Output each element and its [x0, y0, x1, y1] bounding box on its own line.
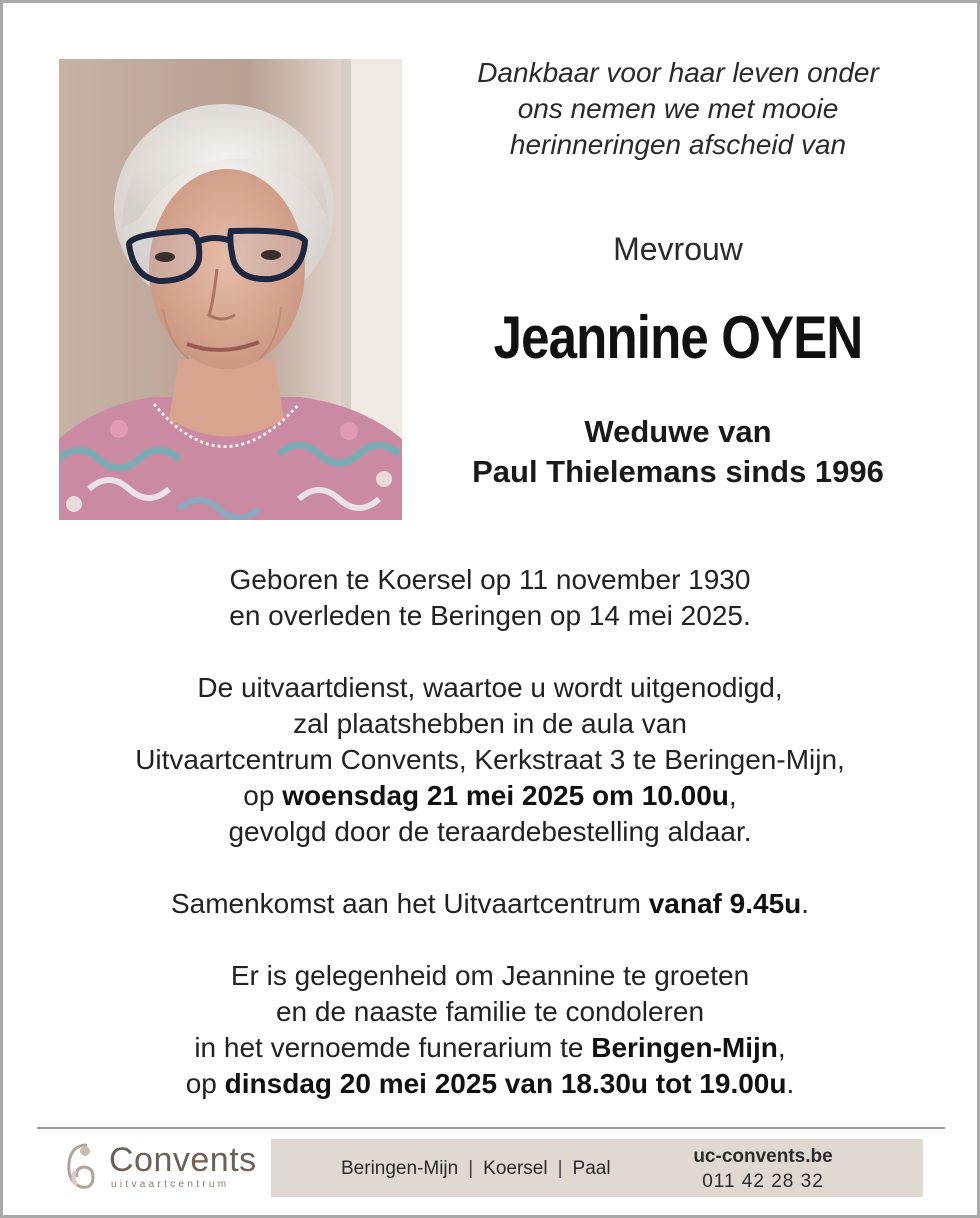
- intro-line: herinneringen afscheid van: [509, 129, 847, 160]
- service-paragraph: [3, 670, 977, 850]
- logo-name: Convents: [109, 1141, 257, 1179]
- location-separator: |: [468, 1158, 474, 1179]
- location-separator: |: [557, 1158, 563, 1179]
- location-item: Beringen-Mijn: [341, 1158, 459, 1179]
- gathering-line: [171, 888, 809, 919]
- phone-number[interactable]: 011 42 28 32: [702, 1171, 824, 1192]
- birth-line: Geboren te Koersel op 11 november 1930: [229, 564, 751, 595]
- announcement-body: [3, 562, 977, 1138]
- visitation-location-line: [194, 1032, 785, 1063]
- visitation-date-suffix: .: [786, 1068, 795, 1099]
- gathering-paragraph: [3, 886, 977, 922]
- death-line: en overleden te Beringen op 14 mei 2025.: [229, 600, 751, 631]
- gathering-prefix: Samenkomst aan het Uitvaartcentrum: [170, 888, 649, 919]
- portrait-photo: [59, 59, 402, 520]
- gathering-suffix: .: [801, 888, 810, 919]
- intro-text: [423, 55, 933, 163]
- logo-subtitle: uitvaartcentrum: [111, 1179, 230, 1190]
- footer-band: [271, 1139, 923, 1197]
- service-line: Uitvaartcentrum Convents, Kerkstraat 3 te Beringen-Mijn,: [135, 744, 845, 775]
- service-line: De uitvaartdienst, waartoe u wordt uitgenodigd,: [197, 672, 783, 703]
- service-line: gevolgd door de teraardebestelling aldaar.: [228, 816, 752, 847]
- birth-death-paragraph: [3, 562, 977, 634]
- website-link[interactable]: uc-convents.be: [693, 1146, 833, 1167]
- visitation-date-prefix: op: [185, 1068, 225, 1099]
- visitation-date-line: [186, 1068, 795, 1099]
- visitation-line: Er is gelegenheid om Jeannine te groeten: [230, 960, 750, 991]
- visitation-date: dinsdag 20 mei 2025 van 18.30u tot 19.00u: [224, 1068, 787, 1099]
- footer-divider: [37, 1127, 945, 1129]
- visitation-location: Beringen-Mijn: [591, 1032, 778, 1063]
- widow-line: Weduwe van: [584, 414, 772, 449]
- intro-line: Dankbaar voor haar leven onder: [477, 57, 879, 88]
- intro-line: ons nemen we met mooie: [517, 93, 839, 124]
- visitation-location-prefix: in het vernoemde funerarium te: [194, 1032, 592, 1063]
- service-line: zal plaatshebben in de aula van: [293, 708, 687, 739]
- service-date-prefix: op: [243, 780, 283, 811]
- location-item: Koersel: [483, 1158, 548, 1179]
- location-item: Paal: [572, 1158, 611, 1179]
- deceased-name: Jeannine OYEN: [493, 304, 863, 371]
- widow-statement: [423, 412, 933, 492]
- service-date: woensdag 21 mei 2025 om 10.00u: [282, 780, 729, 811]
- widow-line: Paul Thielemans sinds 1996: [472, 454, 884, 489]
- visitation-line: en de naaste familie te condoleren: [275, 996, 705, 1027]
- visitation-paragraph: [3, 958, 977, 1102]
- service-date-suffix: ,: [728, 780, 737, 811]
- convents-logo-icon: [63, 1141, 97, 1191]
- honorific: Mevrouw: [613, 231, 743, 267]
- gathering-time: vanaf 9.45u: [648, 888, 802, 919]
- visitation-location-suffix: ,: [777, 1032, 786, 1063]
- location-list: [341, 1158, 611, 1180]
- contact-info: [663, 1144, 863, 1194]
- convents-logo: [63, 1139, 263, 1197]
- service-date-line: [243, 780, 736, 811]
